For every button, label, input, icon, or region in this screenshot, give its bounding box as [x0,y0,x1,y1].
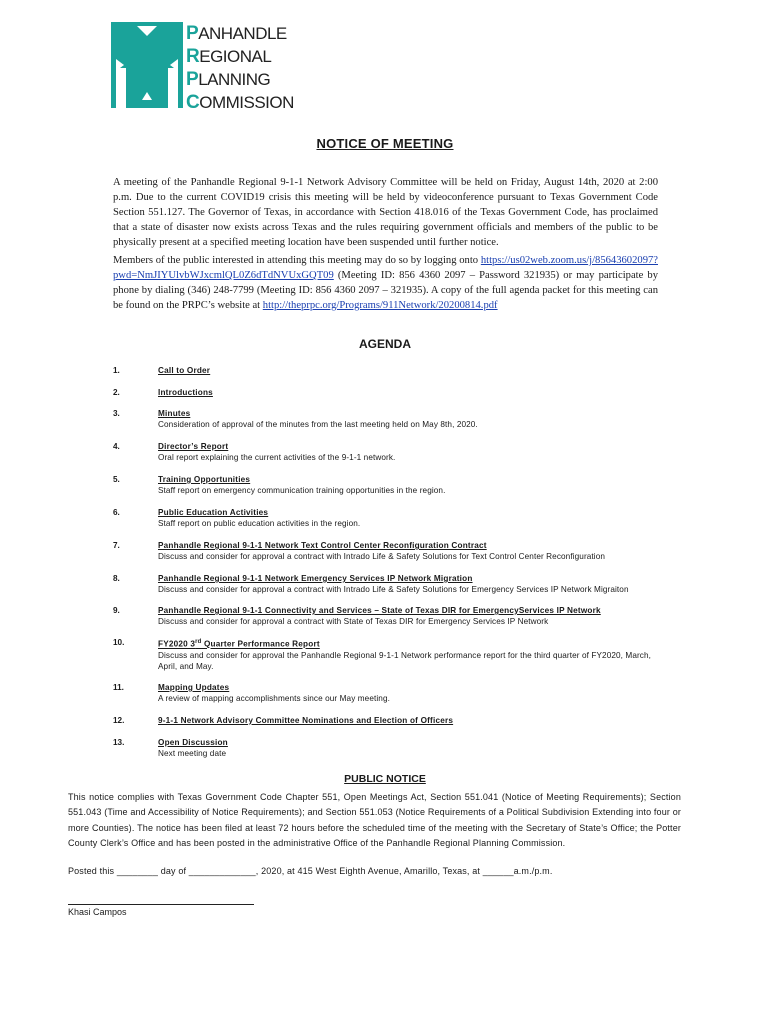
agenda-heading: AGENDA [358,337,411,351]
public-notice-heading: PUBLIC NOTICE [344,773,426,785]
agenda-item-number: 7. [113,541,120,550]
agenda-item-title: Introductions [158,388,213,397]
agenda-item-number: 9. [113,606,120,615]
public-notice-text: This notice complies with Texas Government Code Chapter 551, Open Meetings Act, Section 551.041 (Notice of Meeting Requirements); Section 551.043 (Time and Accessibility of Notice Requirements); and Section 551.053 (Notice Requirements of a Political Subdivision Extending into four or more Counties). The notice has been filed at least 72 hours before the scheduled time of the meeting with the Secretary of State’s Office; the Potter County Clerk’s Office and has been posted in the administrative Office of the Panhandle Regional Planning Commission. [68,792,681,848]
agenda-item-number: 2. [113,388,120,397]
agenda-item-title: Training Opportunities [158,475,251,484]
agenda-item-number: 10. [113,638,125,647]
agenda-item-number: 4. [113,442,120,451]
agenda-item-number: 6. [113,508,120,517]
agenda-item-number: 5. [113,475,120,484]
agenda-item-description: Consideration of approval of the minutes from the last meeting held on May 8th, 2020. [158,420,478,429]
agenda-item-number: 1. [113,366,120,375]
agenda-item-description: Next meeting date [158,749,227,758]
organization-name: PANHANDLE REGIONAL PLANNING COMMISSION [186,23,294,113]
agenda-item-title: FY2020 3rd Quarter Performance Report [158,639,320,649]
agenda-item-title: Panhandle Regional 9-1-1 Network Emergency Services IP Network Migration [158,574,473,583]
agenda-item-title: Public Education Activities [158,508,269,517]
agenda-item-description: Discuss and consider for approval a contract with Intrado Life & Safety Solutions for Text Control Center Reconfiguration [158,552,606,561]
agenda-item-title: Panhandle Regional 9-1-1 Connectivity and Services – State of Texas DIR for EmergencyServices IP Network [158,606,601,615]
agenda-item-description: Discuss and consider for approval a contract with State of Texas DIR for Emergency Services IP Network [158,617,549,626]
agenda-item-title: Call to Order [158,366,211,375]
zoom-meeting-link[interactable]: https://us02web.zoom.us/j/85643602097?pwd=NmJIYUlvbWJxcmlQL0Z6dTdNVUxGQT09 [113,255,658,281]
agenda-item-description: Oral report explaining the current activities of the 9-1-1 network. [158,453,396,462]
agenda-item-number: 13. [113,738,125,747]
agenda-item-title: 9-1-1 Network Advisory Committee Nominations and Election of Officers [158,716,454,725]
posted-line: Posted this ________ day of _____________, 2020, at 415 West Eighth Avenue, Amarillo, Texas, at ______a.m./p.m. [68,866,553,876]
agenda-item-description: Staff report on emergency communication training opportunities in the region. [158,486,446,495]
agenda-item-title: Minutes [158,409,191,418]
agenda-item-number: 11. [113,683,124,692]
agenda-item-description: A review of mapping accomplishments since our May meeting. [158,694,390,703]
agenda-item-title: Director’s Report [158,442,229,451]
agenda-item-description: Staff report on public education activities in the region. [158,519,361,528]
agenda-item-number: 12. [113,716,125,725]
agenda-item-description: Discuss and consider for approval a contract with Intrado Life & Safety Solutions for Emergency Services IP Network Migraiton [158,585,629,594]
attendance-paragraph: Members of the public interested in attending this meeting may do so by logging onto https://us02web.zoom.us/j/85643602097?pwd=NmJIYUlvbWJxcmlQL0Z6dTdNVUxGQT09 (Meeting ID: 856 4360 2097 – Password 321935) or may participate by phone by dialing (346) 248-7799 (Meeting ID: 856 4360 2097 – 321935). A copy of the full agenda packet for this meeting can be found on the PRPC’s website at http://theprpc.org/Programs/911Network/20200814.pdf [113,255,658,311]
signer-name: Khasi Campos [68,907,127,917]
agenda-item-description: Discuss and consider for approval the Panhandle Regional 9-1-1 Network performance report for the third quarter of FY2020, March, April, and May. [158,650,652,671]
intro-paragraph: A meeting of the Panhandle Regional 9-1-1 Network Advisory Committee will be held on Friday, August 14th, 2020 at 2:00 p.m. Due to the current COVID19 crisis this meeting will be held by videoconference pursuant to Texas Government Code Section 551.127. The Governor of Texas, in accordance with Section 418.016 of the Texas Government Code, has proclaimed that a state of disaster now exists across Texas and the rules requiring government officials and members of the public to be physically present at a specified meeting location have been suspended until further notice. [113,177,658,248]
agenda-item-title: Open Discussion [158,738,228,747]
agenda-item-number: 3. [113,409,120,418]
signature-line [68,904,254,905]
agenda-item-title: Panhandle Regional 9-1-1 Network Text Control Center Reconfiguration Contract [158,541,487,550]
agenda-item-title: Mapping Updates [158,683,230,692]
agenda-packet-link[interactable]: http://theprpc.org/Programs/911Network/20200814.pdf [262,300,498,311]
page-title: NOTICE OF MEETING [316,136,454,151]
agenda-item-number: 8. [113,574,120,583]
